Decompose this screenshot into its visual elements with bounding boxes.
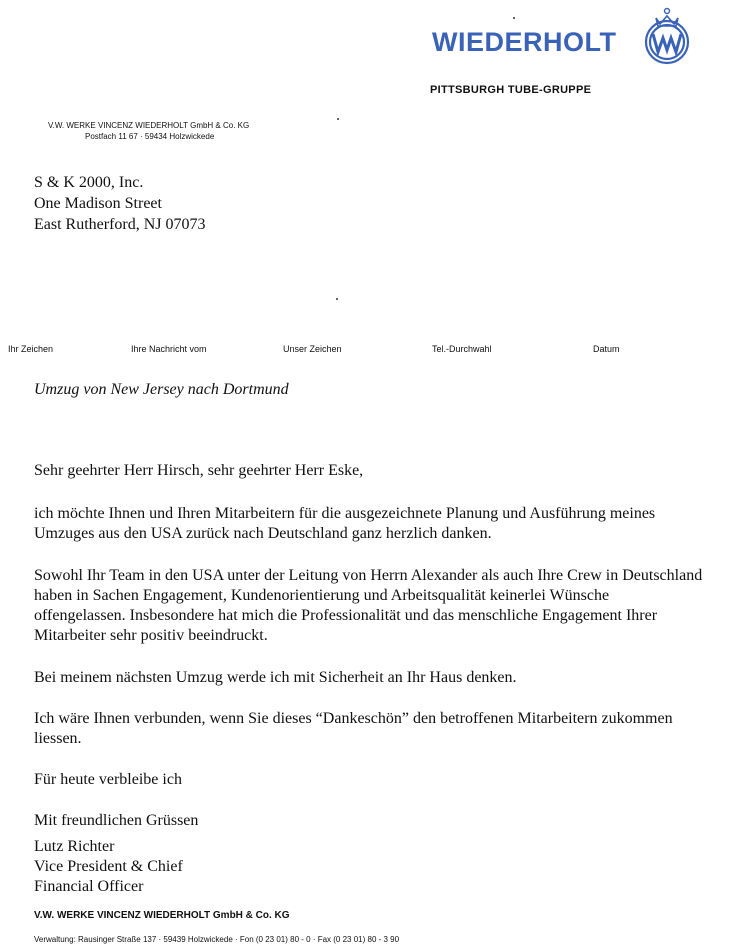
- recipient-line: One Madison Street: [34, 195, 162, 212]
- footer-company: V.W. WERKE VINCENZ WIEDERHOLT GmbH & Co. KG: [34, 910, 290, 921]
- paragraph-2: Sowohl Ihr Team in den USA unter der Leitung von Herrn Alexander als auch Ihre Crew in Deutschland haben in Sachen Engagement, Kundenorientierung und Arbeitsqualität keinerlei Wünsche offengelassen. Insbesondere hat mich die Professionalität und das menschliche Engagement Ihrer Mitarbeiter sehr positiv beeindruckt.: [34, 567, 703, 644]
- recipient-address: [34, 172, 206, 235]
- recipient-line: S & K 2000, Inc.: [34, 174, 144, 191]
- sender-address: [48, 120, 249, 142]
- signature-name: Lutz Richter: [34, 838, 115, 855]
- signature-title-2: Financial Officer: [34, 878, 144, 895]
- paragraph-3: Bei meinem nächsten Umzug werde ich mit Sicherheit an Ihr Haus denken.: [34, 669, 517, 686]
- footer-address: Verwaltung: Rausinger Straße 137 · 59439 Holzwickede · Fon (0 23 01) 80 - 0 · Fax (0 23 01) 80 - 3 90: [34, 935, 400, 944]
- group-name: PITTSBURGH TUBE-GRUPPE: [430, 84, 592, 96]
- letter-body: [34, 461, 704, 897]
- sender-line-2: Postfach 11 67 · 59434 Holzwickede: [85, 132, 215, 141]
- ref-datum: Datum: [593, 344, 620, 354]
- closing: Mit freundlichen Grüssen: [34, 812, 199, 829]
- signature-title-1: Vice President & Chief: [34, 858, 183, 875]
- punch-dot: [513, 17, 515, 19]
- company-logo-text: WIEDERHOLT: [432, 27, 617, 57]
- wiederholt-crest-icon: [634, 4, 700, 66]
- fold-mark-dot: [336, 298, 338, 300]
- sender-line-1: V.W. WERKE VINCENZ WIEDERHOLT GmbH & Co. KG: [48, 121, 250, 130]
- recipient-line: East Rutherford, NJ 07073: [34, 216, 206, 233]
- letter-subject: Umzug von New Jersey nach Dortmund: [34, 381, 289, 398]
- paragraph-4: Ich wäre Ihnen verbunden, wenn Sie dieses “Dankeschön” den betroffenen Mitarbeitern zukommen liessen.: [34, 710, 673, 747]
- ref-ihre-nachricht: Ihre Nachricht vom: [131, 344, 207, 354]
- ref-unser-zeichen: Unser Zeichen: [283, 344, 342, 354]
- ref-durchwahl: Tel.-Durchwahl: [432, 344, 492, 354]
- ref-ihr-zeichen: Ihr Zeichen: [8, 344, 54, 354]
- paragraph-5: Für heute verbleibe ich: [34, 771, 182, 788]
- paragraph-1: ich möchte Ihnen und Ihren Mitarbeitern für die ausgezeichnete Planung und Ausführung meines Umzuges aus den USA zurück nach Deutschland ganz herzlich danken.: [34, 505, 656, 542]
- punch-dot: [337, 118, 339, 120]
- salutation: Sehr geehrter Herr Hirsch, sehr geehrter Herr Eske,: [34, 462, 364, 479]
